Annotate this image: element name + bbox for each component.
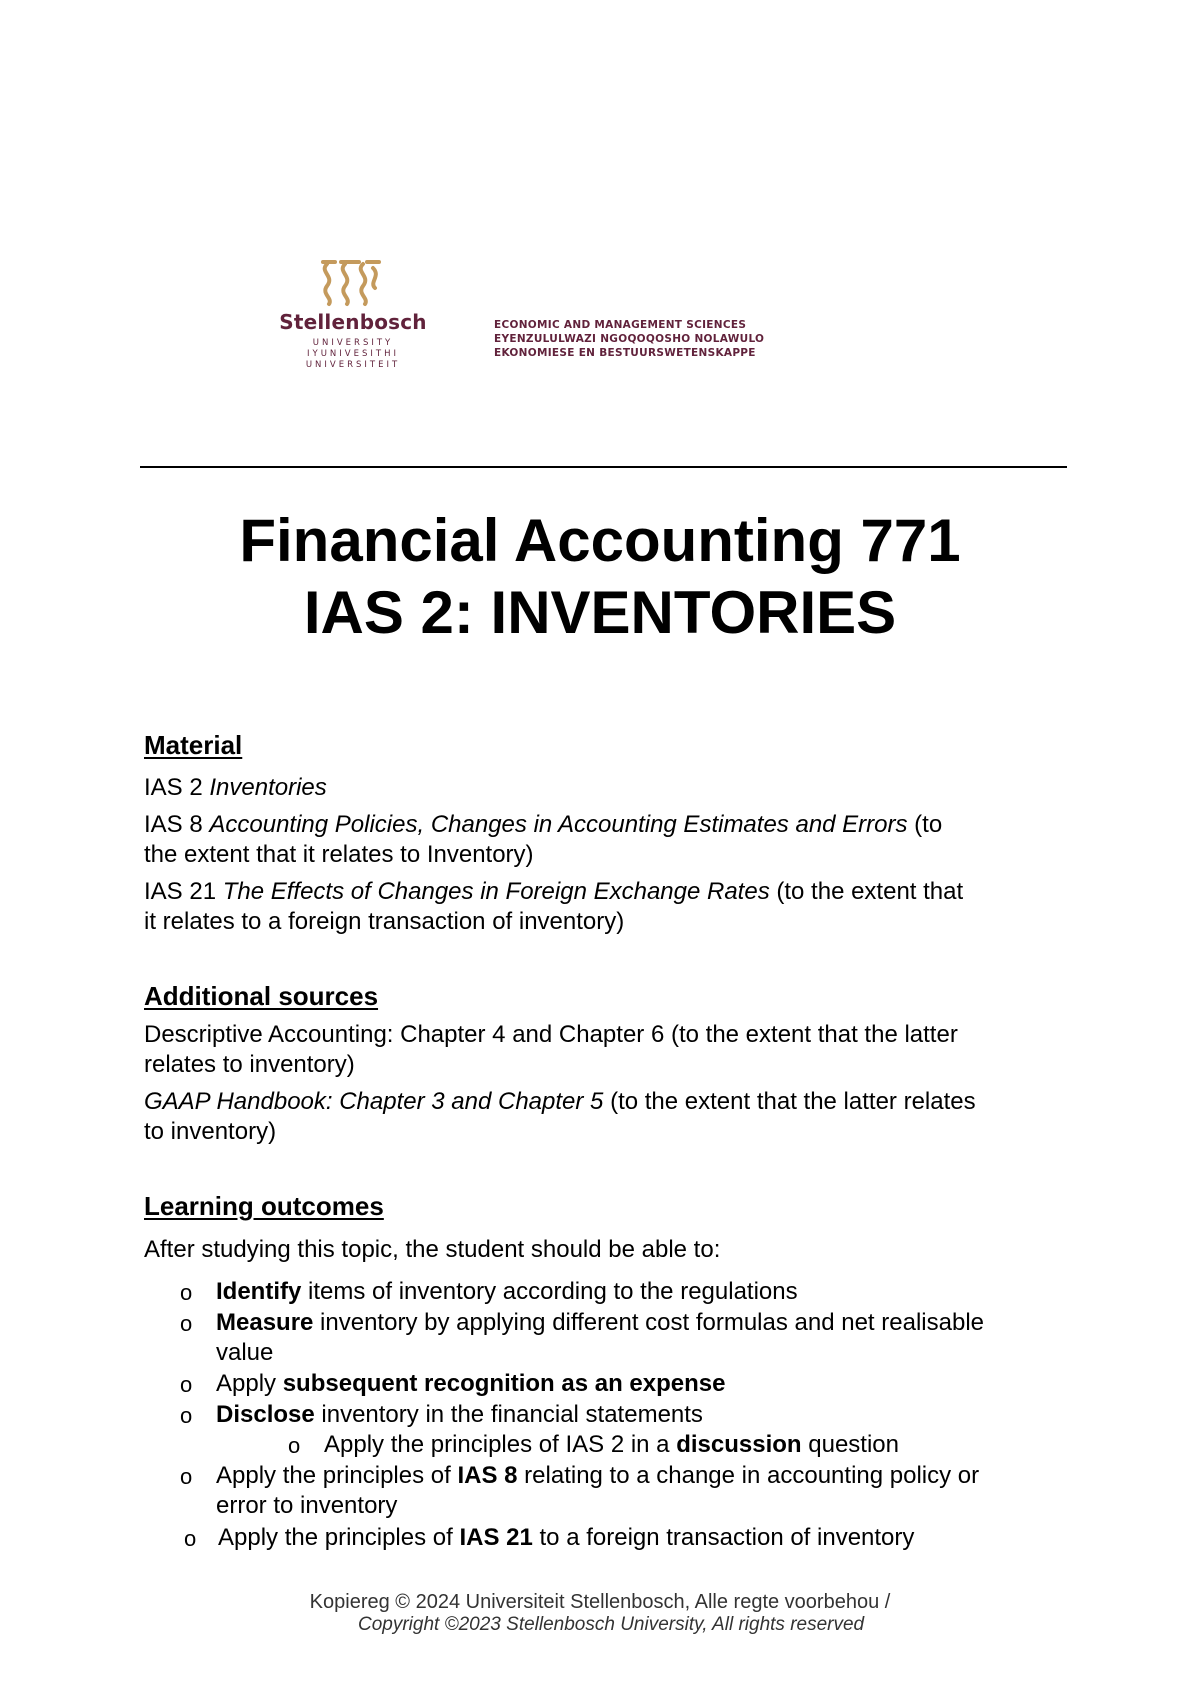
outcome-text: Apply bbox=[216, 1370, 283, 1397]
material-item-prefix: IAS 21 bbox=[144, 878, 223, 905]
material-item-suffix: (to bbox=[907, 811, 943, 838]
material-item-ias2 bbox=[144, 774, 327, 802]
outcome-keyword: discussion bbox=[676, 1431, 802, 1458]
additional-sources-heading: Additional sources bbox=[144, 981, 379, 1011]
outcome-ias8-cont: error to inventory bbox=[216, 1492, 398, 1519]
material-item-prefix: IAS 2 bbox=[144, 774, 210, 801]
additional-source-gaap-cont: to inventory) bbox=[144, 1118, 277, 1145]
outcome-keyword: Identify bbox=[216, 1278, 302, 1305]
bullet-icon: o bbox=[184, 1526, 197, 1551]
outcome-measure bbox=[216, 1309, 984, 1337]
university-name: Stellenbosch bbox=[279, 310, 427, 334]
outcome-text: to a foreign transaction of inventory bbox=[532, 1524, 915, 1551]
document-title: Financial Accounting 771 bbox=[239, 507, 961, 574]
footer-copyright-english: Copyright ©2023 Stellenbosch University, All rights reserved bbox=[358, 1614, 865, 1635]
header-divider bbox=[140, 466, 1067, 468]
outcome-keyword: IAS 8 bbox=[457, 1462, 518, 1489]
additional-source-descriptive-cont: relates to inventory) bbox=[144, 1051, 355, 1078]
bullet-icon: o bbox=[180, 1280, 193, 1305]
material-item-prefix: IAS 8 bbox=[144, 811, 210, 838]
faculty-name-xhosa: EYENZULULWAZI NGOQOQOSHO NOLAWULO bbox=[494, 333, 765, 345]
additional-source-title: GAAP Handbook: Chapter 3 and Chapter 5 bbox=[144, 1088, 604, 1115]
material-item-ias21 bbox=[144, 878, 963, 906]
outcome-text: items of inventory according to the regulations bbox=[301, 1278, 798, 1305]
university-sub-english: UNIVERSITY bbox=[312, 338, 394, 348]
outcome-text: Apply the principles of IAS 2 in a bbox=[324, 1431, 677, 1458]
material-item-title: Inventories bbox=[209, 774, 327, 801]
material-item-ias21-cont: it relates to a foreign transaction of inventory) bbox=[144, 908, 625, 935]
material-heading: Material bbox=[144, 730, 243, 760]
additional-source-descriptive: Descriptive Accounting: Chapter 4 and Chapter 6 (to the extent that the latter bbox=[144, 1021, 958, 1048]
university-sub-afrikaans: UNIVERSITEIT bbox=[305, 360, 401, 370]
material-item-title: The Effects of Changes in Foreign Exchange Rates bbox=[222, 878, 770, 905]
stellenbosch-crest-icon bbox=[315, 258, 387, 310]
learning-outcomes-intro: After studying this topic, the student should be able to: bbox=[144, 1236, 721, 1263]
outcome-subsequent-recognition bbox=[216, 1370, 725, 1398]
university-logo bbox=[263, 258, 843, 368]
outcome-ias21 bbox=[218, 1524, 914, 1552]
material-item-title: Accounting Policies, Changes in Accounting Estimates and Errors bbox=[209, 811, 908, 838]
footer-copyright-afrikaans: Kopiereg © 2024 Universiteit Stellenbosch, Alle regte voorbehou / bbox=[309, 1591, 891, 1613]
learning-outcomes-heading: Learning outcomes bbox=[144, 1191, 384, 1221]
outcome-text: Apply the principles of bbox=[218, 1524, 460, 1551]
outcome-keyword: Disclose bbox=[216, 1401, 315, 1428]
outcome-keyword: IAS 21 bbox=[459, 1524, 533, 1551]
sub-bullet-icon: o bbox=[288, 1433, 301, 1458]
bullet-icon: o bbox=[180, 1464, 193, 1489]
document-subtitle: IAS 2: INVENTORIES bbox=[303, 579, 897, 646]
bullet-icon: o bbox=[180, 1311, 193, 1336]
faculty-name-english: ECONOMIC AND MANAGEMENT SCIENCES bbox=[494, 319, 747, 331]
outcome-discussion bbox=[324, 1431, 899, 1459]
outcome-ias8 bbox=[216, 1462, 979, 1490]
outcome-keyword: Measure bbox=[216, 1309, 314, 1336]
outcome-text: relating to a change in accounting policy or bbox=[517, 1462, 980, 1489]
additional-source-suffix: (to the extent that the latter relates bbox=[603, 1088, 976, 1115]
bullet-icon: o bbox=[180, 1372, 193, 1397]
outcome-measure-cont: value bbox=[216, 1339, 274, 1366]
material-item-ias8-cont: the extent that it relates to Inventory) bbox=[144, 841, 534, 868]
material-item-suffix: (to the extent that bbox=[769, 878, 964, 905]
outcome-keyword: subsequent recognition as an expense bbox=[282, 1370, 726, 1397]
outcome-text: inventory by applying different cost formulas and net realisable bbox=[313, 1309, 984, 1336]
material-item-ias8 bbox=[144, 811, 942, 839]
outcome-disclose bbox=[216, 1401, 703, 1429]
outcome-text: question bbox=[801, 1431, 899, 1458]
bullet-icon: o bbox=[180, 1403, 193, 1428]
university-sub-xhosa: IYUNIVESITHI bbox=[307, 349, 399, 359]
outcome-text: Apply the principles of bbox=[216, 1462, 458, 1489]
faculty-name-afrikaans: EKONOMIESE EN BESTUURSWETENSKAPPE bbox=[494, 347, 756, 359]
outcome-text: inventory in the financial statements bbox=[314, 1401, 703, 1428]
additional-source-gaap bbox=[144, 1088, 976, 1116]
outcome-identify bbox=[216, 1278, 798, 1306]
